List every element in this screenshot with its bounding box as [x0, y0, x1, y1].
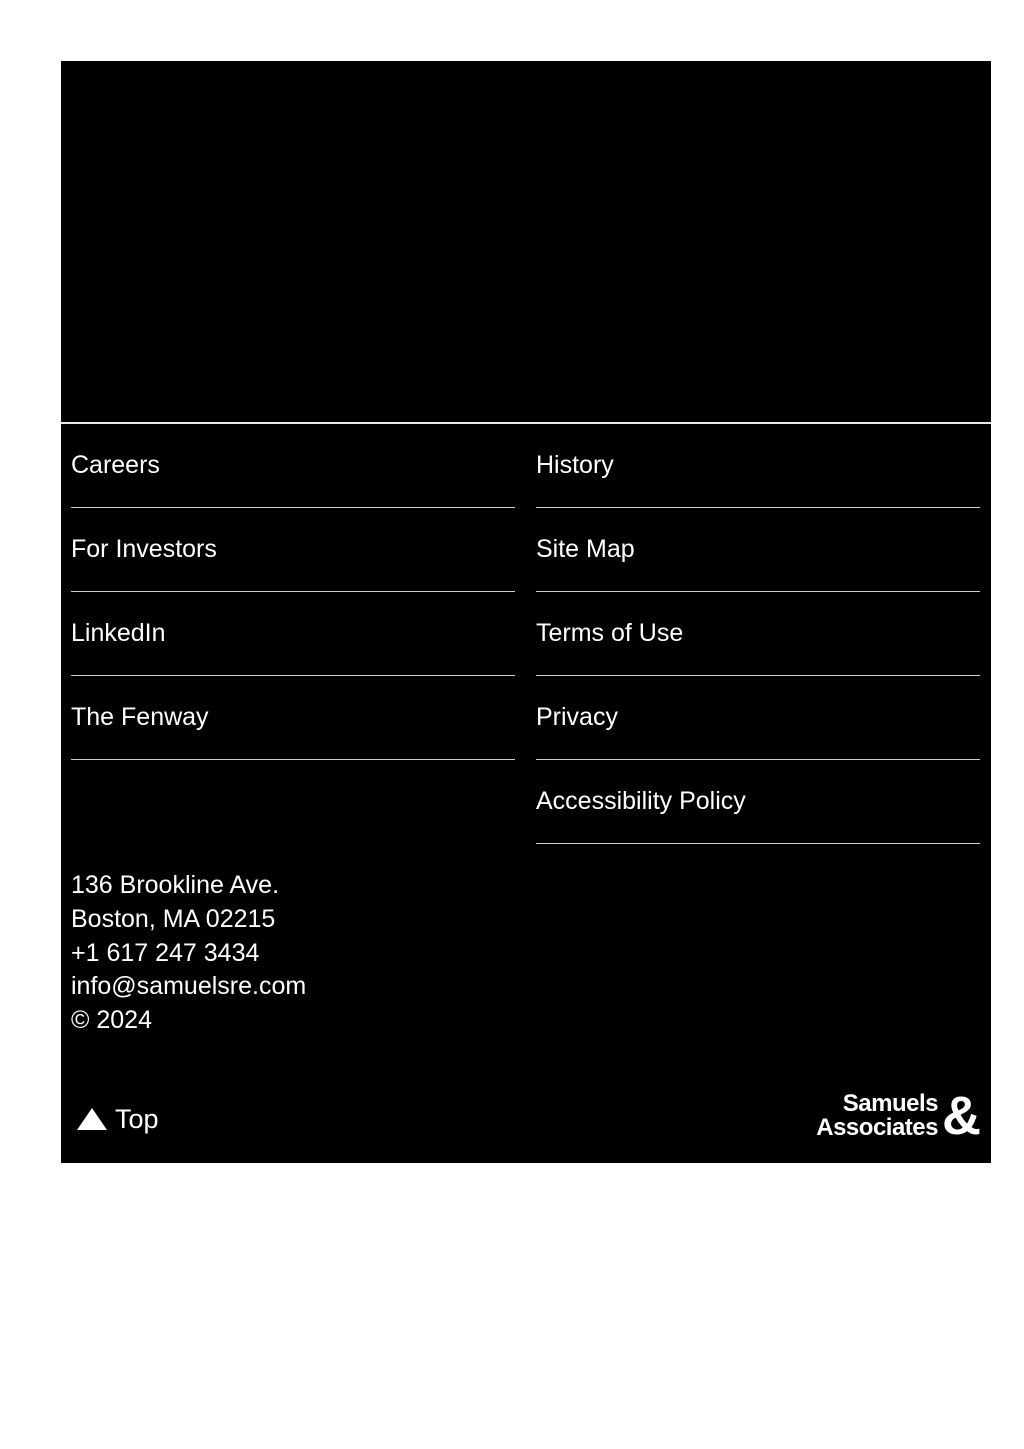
footer-link-for-investors[interactable]: For Investors: [71, 508, 515, 592]
footer-link-the-fenway[interactable]: The Fenway: [71, 676, 515, 760]
contact-phone[interactable]: +1 617 247 3434: [71, 938, 260, 967]
triangle-up-icon: [77, 1108, 107, 1130]
contact-address-block: [71, 869, 306, 1038]
logo-ampersand: &: [942, 1086, 981, 1146]
logo-line-associates: Associates: [816, 1114, 938, 1141]
footer-link-site-map[interactable]: Site Map: [536, 508, 980, 592]
footer-link-linkedin[interactable]: LinkedIn: [71, 592, 515, 676]
footer-link-terms-of-use[interactable]: Terms of Use: [536, 592, 980, 676]
logo-wordmark: [816, 1092, 938, 1140]
footer-link-careers[interactable]: Careers: [71, 424, 515, 508]
site-footer: [61, 61, 991, 1163]
footer-link-accessibility-policy[interactable]: Accessibility Policy: [536, 760, 980, 844]
address-street: 136 Brookline Ave.: [71, 871, 280, 899]
hero-image-area: [61, 61, 991, 422]
back-to-top-label: Top: [115, 1103, 159, 1134]
address-city: Boston, MA 02215: [71, 904, 276, 933]
logo-line-samuels: Samuels: [842, 1090, 938, 1117]
back-to-top-button[interactable]: [77, 1101, 159, 1137]
footer-link-privacy[interactable]: Privacy: [536, 676, 980, 760]
footer-link-history[interactable]: History: [536, 424, 980, 508]
footer-links-right: [536, 424, 980, 844]
footer-links-left: [71, 424, 515, 760]
copyright: © 2024: [71, 1006, 152, 1035]
samuels-associates-logo[interactable]: [816, 1086, 981, 1146]
contact-email[interactable]: info@samuelsre.com: [71, 972, 307, 1001]
